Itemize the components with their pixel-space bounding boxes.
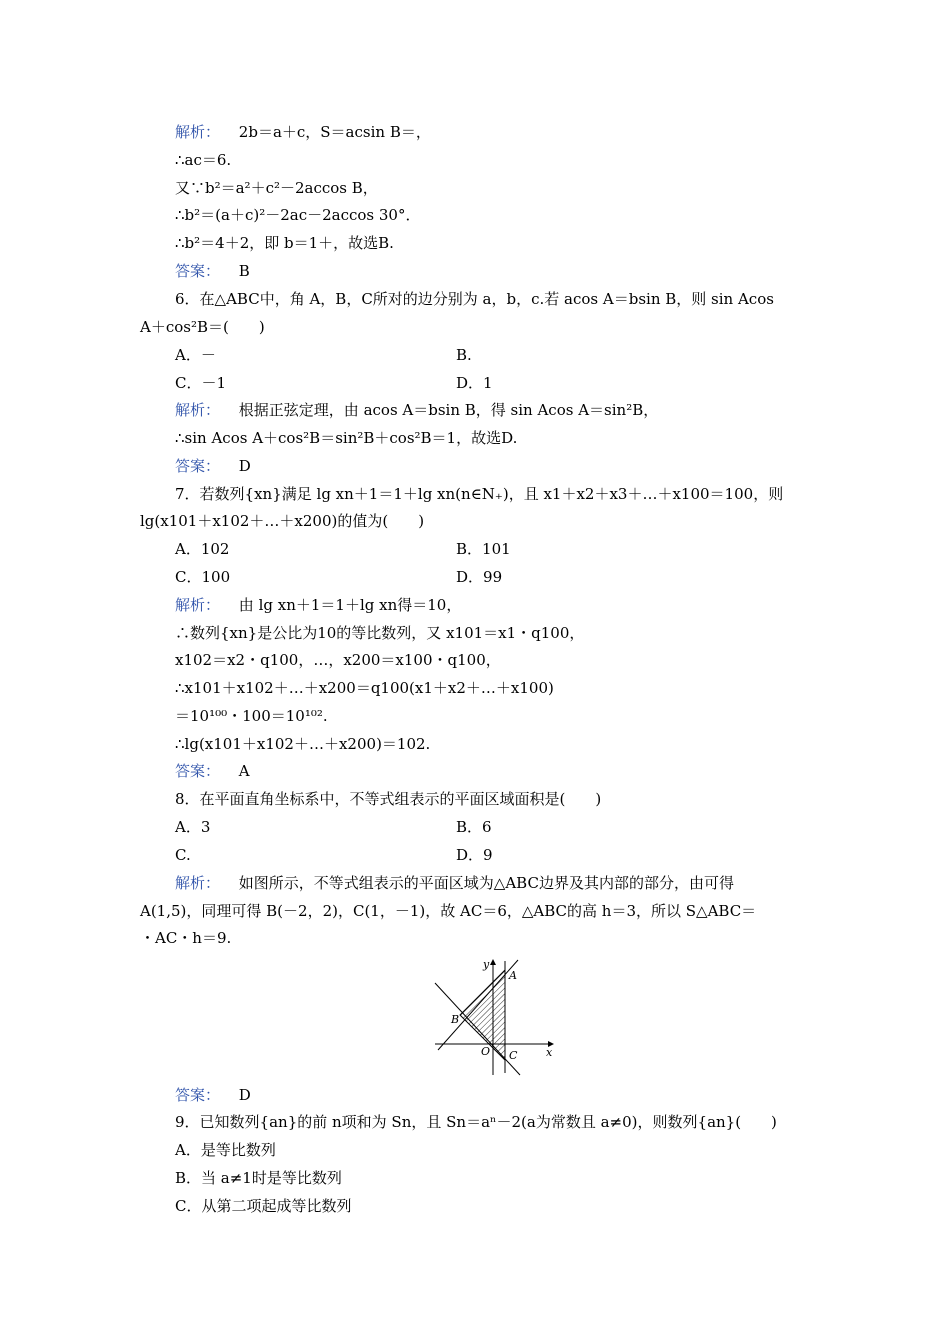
q6-stem-line1: 6．在△ABC中，角 A，B，C所对的边分别为 a，b，c.若 acos A＝bsin B，则 sin Acos [175,290,774,308]
analysis-q5-line3: 又∵b²＝a²＋c²－2accos B， [175,179,378,197]
analysis-text: 由 lg xn＋1＝1＋lg xn得＝10， [238,596,462,614]
answer-value: B [238,262,250,280]
q6-option-b: B. [456,346,472,364]
q6-stem-line2: A＋cos²B＝( ) [140,318,265,336]
analysis-label: 解析： [175,596,221,614]
analysis-text: 2b＝a＋c，S＝acsin B＝， [238,123,431,141]
analysis-q5-line4: ∴b²＝(a＋c)²－2ac－2accos 30°． [175,206,421,224]
analysis-q7-line2: ∴数列{xn}是公比为10的等比数列，又 x101＝x1・q100， [175,624,585,642]
point-b-label: B [451,1013,460,1026]
q9-option-b: B．当 a≠1时是等比数列 [175,1169,342,1187]
answer-q7 [175,761,250,781]
q8-option-c: C. [175,846,191,864]
x-label: x [546,1046,553,1059]
analysis-q7-line3: x102＝x2・q100，…，x200＝x100・q100， [175,651,501,669]
analysis-text: 如图所示，不等式组表示的平面区域为△ABC边界及其内部的部分，由可得 [238,874,734,892]
answer-q8 [175,1085,251,1105]
q8-option-b: B．6 [456,818,492,836]
analysis-q8-line3: ・AC・h＝9. [140,929,232,947]
answer-q6 [175,456,251,476]
q9-stem: 9．已知数列{an}的前 n项和为 Sn，且 Sn＝aⁿ－2(a为常数且 a≠0)，则数列{an}( ) [175,1113,777,1131]
answer-label: 答案： [175,1086,221,1104]
analysis-q6-line2: ∴sin Acos A＋cos²B＝sin²B＋cos²B＝1，故选D. [175,429,518,447]
q6-option-c: C．－1 [175,374,227,392]
analysis-q7-line6: ∴lg(x101＋x102＋…＋x200)＝102. [175,735,431,753]
analysis-label: 解析： [175,874,221,892]
q8-option-d: D．9 [456,846,493,864]
analysis-q7-line5: ＝10¹⁰⁰・100＝10¹⁰². [175,707,328,725]
analysis-q7-line1 [175,595,461,615]
analysis-q8-line2: A(1,5)，同理可得 B(－2，2)，C(1，－1)，故 AC＝6，△ABC的高 h＝3，所以 S△ABC＝ [140,902,757,920]
boundary-line-2 [438,960,518,1050]
answer-value: D [238,457,251,475]
q8-option-a: A．3 [175,818,211,836]
q6-option-d: D．1 [456,374,493,392]
analysis-q5-line1 [175,122,431,142]
q9-option-c: C．从第二项起成等比数列 [175,1197,352,1215]
answer-q5 [175,261,250,281]
analysis-q5-line5: ∴b²＝4＋2，即 b＝1＋，故选B. [175,234,394,252]
origin-label: O [481,1045,491,1058]
answer-label: 答案： [175,262,221,280]
q7-stem-line1: 7．若数列{xn}满足 lg xn＋1＝1＋lg xn(n∈N₊)，且 x1＋x2＋x3＋…＋x100＝100，则 [175,485,784,503]
answer-value: D [238,1086,251,1104]
q8-stem: 8．在平面直角坐标系中，不等式组表示的平面区域面积是( ) [175,790,602,808]
region-figure [430,955,560,1080]
analysis-q7-line4: ∴x101＋x102＋…＋x200＝q100(x1＋x2＋…＋x100) [175,679,554,697]
analysis-q6-line1 [175,400,658,420]
answer-label: 答案： [175,762,221,780]
y-axis-arrow-icon [490,959,496,965]
answer-label: 答案： [175,457,221,475]
q7-option-a: A．102 [175,540,230,558]
q6-option-a: A．－ [175,346,216,364]
analysis-q5-line2: ∴ac＝6. [175,151,232,169]
point-c-label: C [509,1049,518,1062]
analysis-label: 解析： [175,123,221,141]
answer-value: A [238,762,250,780]
analysis-text: 根据正弦定理，由 acos A＝bsin B，得 sin Acos A＝sin²B， [238,401,659,419]
q7-stem-line2: lg(x101＋x102＋…＋x200)的值为( ) [140,512,425,530]
q9-option-a: A．是等比数列 [175,1141,276,1159]
y-label: y [483,958,490,971]
point-a-label: A [509,969,517,982]
q7-option-d: D．99 [456,568,503,586]
analysis-q8-line1 [175,873,734,893]
analysis-label: 解析： [175,401,221,419]
q7-option-c: C．100 [175,568,231,586]
q7-option-b: B．101 [456,540,511,558]
